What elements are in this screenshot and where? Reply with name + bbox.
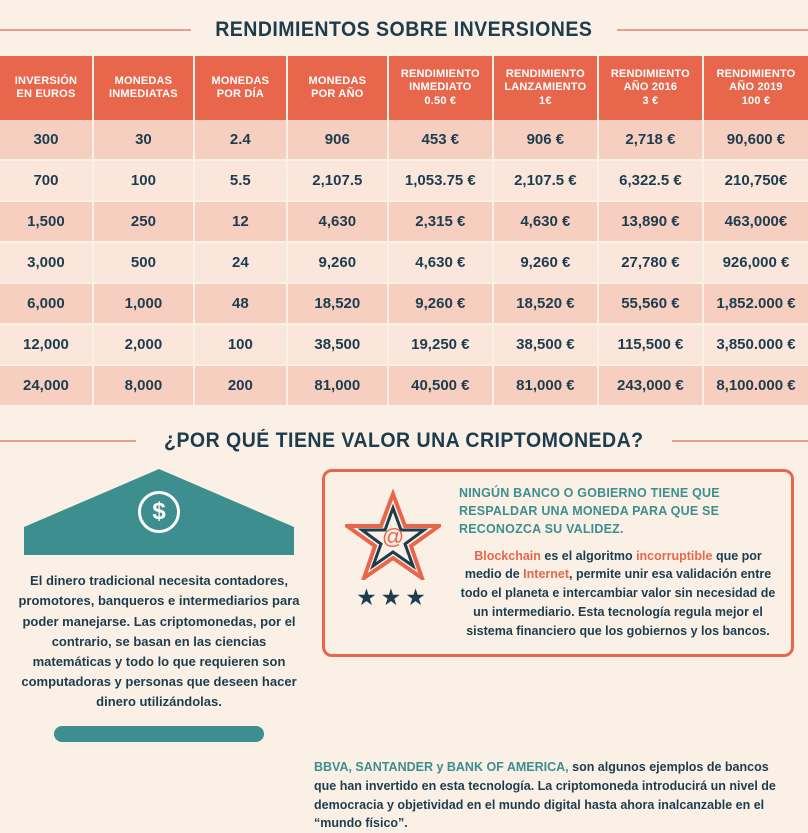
table-cell: 8,000 [93,365,194,406]
svg-text:@: @ [381,524,405,550]
footnote [14,758,794,833]
table-cell: 243,000 € [598,365,703,406]
traditional-money-column [14,469,304,742]
column-header-7 [598,56,703,120]
table-cell: 1,000 [93,283,194,324]
table-cell: 926,000 € [703,242,808,283]
column-header-line: LANZAMIENTO [504,81,587,94]
table-header-row [0,56,808,120]
why-title-block [0,407,808,463]
column-header-5 [388,56,493,120]
table-cell: 27,780 € [598,242,703,283]
column-header-1 [0,56,93,120]
table-cell: 115,500 € [598,324,703,365]
table-cell: 3,000 [0,242,93,283]
column-header-line: INVERSIÓN [14,74,78,87]
table-row [0,160,808,201]
table-cell: 906 [287,120,388,160]
column-header-line: AÑO 2019 [729,81,783,94]
title-rule-right [617,29,808,31]
column-header-3 [194,56,287,120]
footnote-rest: son algunos ejemplos de bancos que han invertido en esta tecnología. La criptomoneda introducirá un nivel de democracia y objetividad en el mundo digital hasta ahora inalcanzable en el “mundo físico”. [314,760,776,831]
table-cell: 9,260 € [388,283,493,324]
table-cell: 81,000 [287,365,388,406]
panel-lead-text: NINGÚN BANCO O GOBIERNO TIENE QUE RESPALDAR UNA MONEDA PARA QUE SE RECONOZCA SU VALIDEZ. [459,486,720,537]
badge-column [339,484,447,640]
table-cell: 6,000 [0,283,93,324]
table-header [0,56,808,120]
column-header-line: POR DÍA [216,88,264,101]
column-header-line: 1€ [539,94,552,107]
table-cell: 210,750€ [703,160,808,201]
column-header-2 [93,56,194,120]
table-cell: 2.4 [194,120,287,160]
column-header-line: 0.50 € [424,94,457,107]
table-cell: 8,100.000 € [703,365,808,406]
column-header-line: MONEDAS [308,74,367,87]
table-row [0,283,808,324]
column-header-line: MONEDAS [114,74,173,87]
table-row [0,324,808,365]
table-cell: 24,000 [0,365,93,406]
table-cell: 453 € [388,120,493,160]
returns-table [0,56,808,407]
column-header-8 [703,56,808,120]
column-header-line: INMEDIATAS [109,88,178,101]
table-cell: 48 [194,283,287,324]
table-cell: 2,107.5 € [493,160,598,201]
house-illustration [24,469,294,555]
table-cell: 24 [194,242,287,283]
column-header-line: RENDIMIENTO [400,68,480,80]
table-cell: 12,000 [0,324,93,365]
panel-body-text [459,547,777,641]
column-header-line: POR AÑO [311,88,364,101]
table-cell: 100 [93,160,194,201]
table-cell: 6,322.5 € [598,160,703,201]
highlight-term: incorruptible [636,548,713,563]
table-cell: 2,315 € [388,201,493,242]
table-cell: 38,500 [287,324,388,365]
table-cell: 906 € [493,120,598,160]
page-title-block [0,0,808,56]
column-header-line: EN EUROS [16,88,76,101]
table-cell: 1,500 [0,201,93,242]
column-header-line: 100 € [741,94,771,107]
table-body [0,120,808,406]
why-title: ¿POR QUÉ TIENE VALOR UNA CRIPTOMONEDA? [164,429,644,453]
crypto-panel [322,469,794,657]
table-cell: 9,260 [287,242,388,283]
table-cell: 1,053.75 € [388,160,493,201]
stars-rating: ★★★ [356,584,430,611]
column-header-line: AÑO 2016 [623,81,678,94]
table-cell: 300 [0,120,93,160]
table-cell: 463,000€ [703,201,808,242]
table-row [0,120,808,160]
table-cell: 4,630 € [493,201,598,242]
house-roof-icon [24,469,294,527]
column-header-line: MONEDAS [211,74,270,87]
table-cell: 5.5 [194,160,287,201]
column-header-6 [493,56,598,120]
table-cell: 18,520 € [493,283,598,324]
page-title: RENDIMIENTOS SOBRE INVERSIONES [215,18,593,41]
column-header-line: RENDIMIENTO [505,68,585,80]
table-row [0,201,808,242]
table-cell: 100 [194,324,287,365]
highlight-term: Blockchain [474,548,541,563]
why-rule-right [672,440,808,442]
table-cell: 250 [93,201,194,242]
table-cell: 2,000 [93,324,194,365]
body-text: es el algoritmo [540,548,637,563]
column-header-line: INMEDIATO [409,81,472,94]
table-row [0,242,808,283]
table-cell: 40,500 € [388,365,493,406]
table-cell: 9,260 € [493,242,598,283]
table-cell: 4,630 [287,201,388,242]
table-cell: 3,850.000 € [703,324,808,365]
table-cell: 200 [194,365,287,406]
why-rule-left [0,440,136,442]
table-cell: 2,107.5 [287,160,388,201]
body-text: que por medio de [464,548,762,582]
lower-section [0,463,808,742]
table-cell: 12 [194,201,287,242]
column-header-line: RENDIMIENTO [610,68,690,80]
table-cell: 1,852.000 € [703,283,808,324]
panel-text-column [459,484,777,640]
column-header-line: RENDIMIENTO [716,68,796,80]
table-cell: 90,600 € [703,120,808,160]
decorative-bar [54,726,264,742]
table-cell: 2,718 € [598,120,703,160]
table-cell: 38,500 € [493,324,598,365]
table-cell: 18,520 [287,283,388,324]
dollar-coin-icon [138,491,180,533]
table-cell: 19,250 € [388,324,493,365]
table-cell: 4,630 € [388,242,493,283]
column-header-4 [287,56,388,120]
highlight-term: Internet [523,567,570,582]
traditional-money-text: El dinero tradicional necesita contadores, promotores, banqueros e intermediarios para poder manejarse. Las criptomonedas, por el contrario, se basan en las ciencias matemáticas y todo lo que requieren son computadoras y personas que deseen hacer dinero utilizándolas. [18,573,300,710]
title-rule-left [0,29,191,31]
table-cell: 13,890 € [598,201,703,242]
star-badge-icon [345,488,441,580]
table-cell: 30 [93,120,194,160]
crypto-column [322,469,794,742]
table-row [0,365,808,406]
table-cell: 500 [93,242,194,283]
footnote-lead: BBVA, SANTANDER y BANK OF AMERICA, [314,760,569,775]
table-cell: 55,560 € [598,283,703,324]
dollar-symbol: $ [152,498,166,526]
table-cell: 81,000 € [493,365,598,406]
table-cell: 700 [0,160,93,201]
body-text: , permite unir esa validación entre todo el planeta e intercambiar valor sin necesidad de un intermediario. Esta tecnología regula mejor el sistema financiero que los gobiernos y los bancos. [460,567,776,638]
column-header-line: 3 € [642,94,659,107]
